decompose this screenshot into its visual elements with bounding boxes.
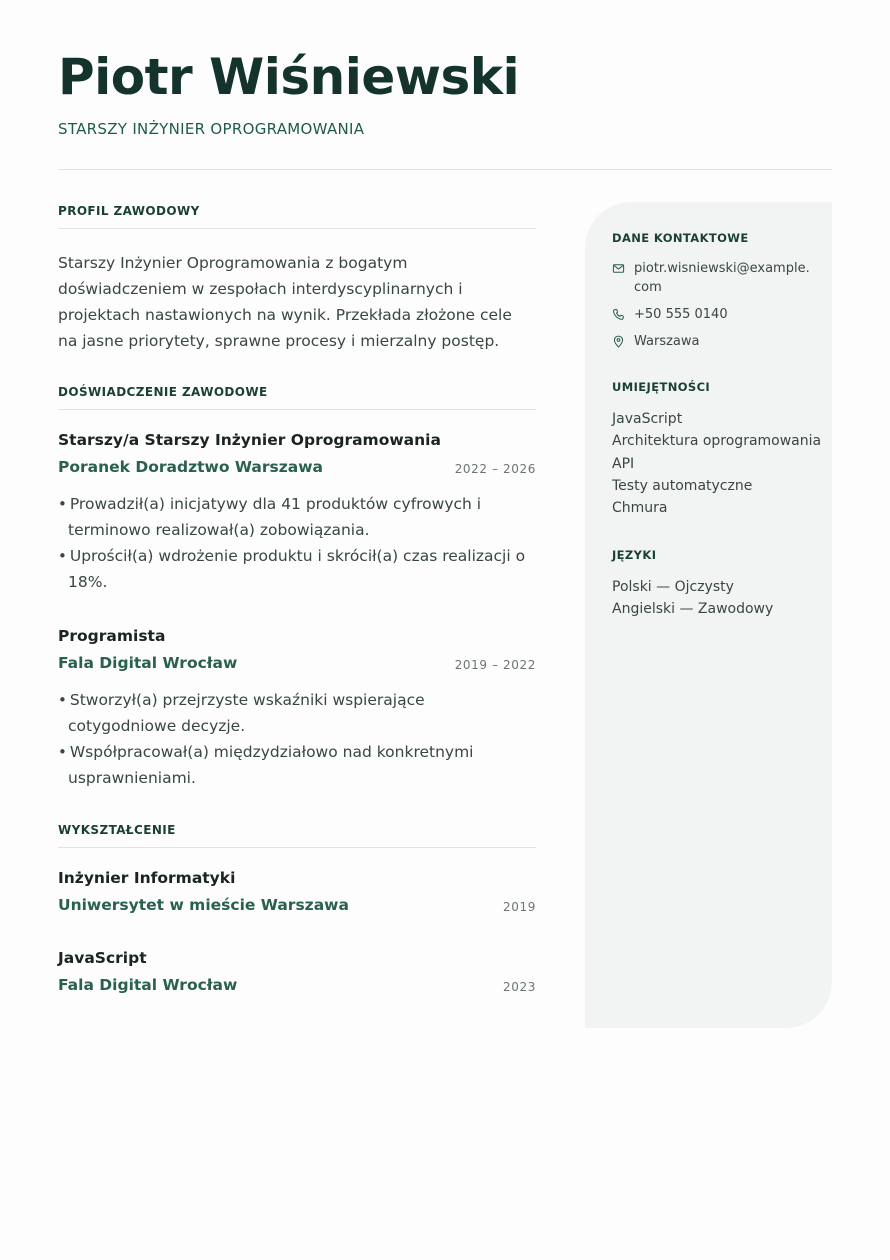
education-school: Fala Digital Wrocław (58, 976, 238, 994)
job-dates: 2022 – 2026 (454, 462, 536, 476)
contact-email (612, 259, 812, 297)
job-company: Poranek Doradztwo Warszawa (58, 458, 324, 476)
job-bullet: • Prowadził(a) inicjatywy dla 41 produktów cyfrowych i terminowo realizował(a) zobowiązania. (58, 495, 482, 539)
job-bullet: • Stworzył(a) przejrzyste wskaźniki wspierające cotygodniowe decyzje. (58, 691, 425, 735)
profile-summary: Starszy Inżynier Oprogramowania z bogatym doświadczeniem w zespołach interdyscyplinarnych i projektach nastawionych na wynik. Przekłada złożone cele na jasne priorytety, sprawne procesy i mierzalny postęp. (58, 254, 512, 350)
skills-heading: UMIEJĘTNOŚCI (612, 380, 711, 394)
bullet-dot: • (58, 547, 67, 565)
language-item: Angielski — Zawodowy (612, 601, 774, 618)
language-item: Polski — Ojczysty (612, 579, 734, 595)
skill-item: Chmura (612, 500, 668, 517)
education-year: 2023 (503, 980, 536, 994)
education-degree: JavaScript (58, 949, 147, 967)
skill-item: Testy automatyczne (612, 477, 753, 494)
job-title: Programista (58, 627, 166, 645)
header-divider (58, 169, 832, 170)
candidate-title: STARSZY INŻYNIER OPROGRAMOWANIA (58, 120, 365, 138)
education-year: 2019 (503, 900, 536, 914)
bullet-dot: • (58, 495, 67, 513)
mail-icon (612, 262, 625, 275)
languages-heading: JĘZYKI (612, 548, 657, 562)
skill-item: JavaScript (612, 411, 683, 427)
skills-list (612, 408, 821, 519)
phone-icon (612, 308, 625, 321)
profile-heading: PROFIL ZAWODOWY (58, 204, 536, 229)
education-degree: Inżynier Informatyki (58, 869, 236, 887)
job-bullet: • Współpracował(a) międzydziałowo nad konkretnymi usprawnieniami. (58, 743, 474, 787)
job-title: Starszy/a Starszy Inżynier Oprogramowania (58, 431, 441, 449)
contact-phone-text[interactable]: +50 555 0140 (634, 307, 728, 322)
education-heading: WYKSZTAŁCENIE (58, 823, 536, 848)
job-bullets (58, 687, 536, 791)
languages-list (612, 576, 773, 621)
skill-item: API (612, 455, 635, 472)
experience-heading: DOŚWIADCZENIE ZAWODOWE (58, 385, 536, 410)
skill-item: Architektura oprogramowania (612, 433, 822, 450)
contact-phone (612, 305, 812, 324)
candidate-name: Piotr Wiśniewski (58, 48, 520, 106)
bullet-dot: • (58, 743, 67, 761)
job-company: Fala Digital Wrocław (58, 654, 238, 672)
job-bullet: • Uprościł(a) wdrożenie produktu i skrócił(a) czas realizacji o 18%. (58, 547, 526, 591)
job-dates: 2019 – 2022 (454, 658, 536, 672)
education-school: Uniwersytet w mieście Warszawa (58, 896, 349, 914)
contact-heading: DANE KONTAKTOWE (612, 231, 749, 245)
contact-location (612, 332, 812, 351)
location-pin-icon (612, 335, 625, 348)
contact-location-text: Warszawa (634, 334, 700, 349)
contact-email-text[interactable]: piotr.wisniewski@example.com (634, 261, 810, 295)
bullet-dot: • (58, 691, 67, 709)
job-bullets (58, 491, 536, 595)
